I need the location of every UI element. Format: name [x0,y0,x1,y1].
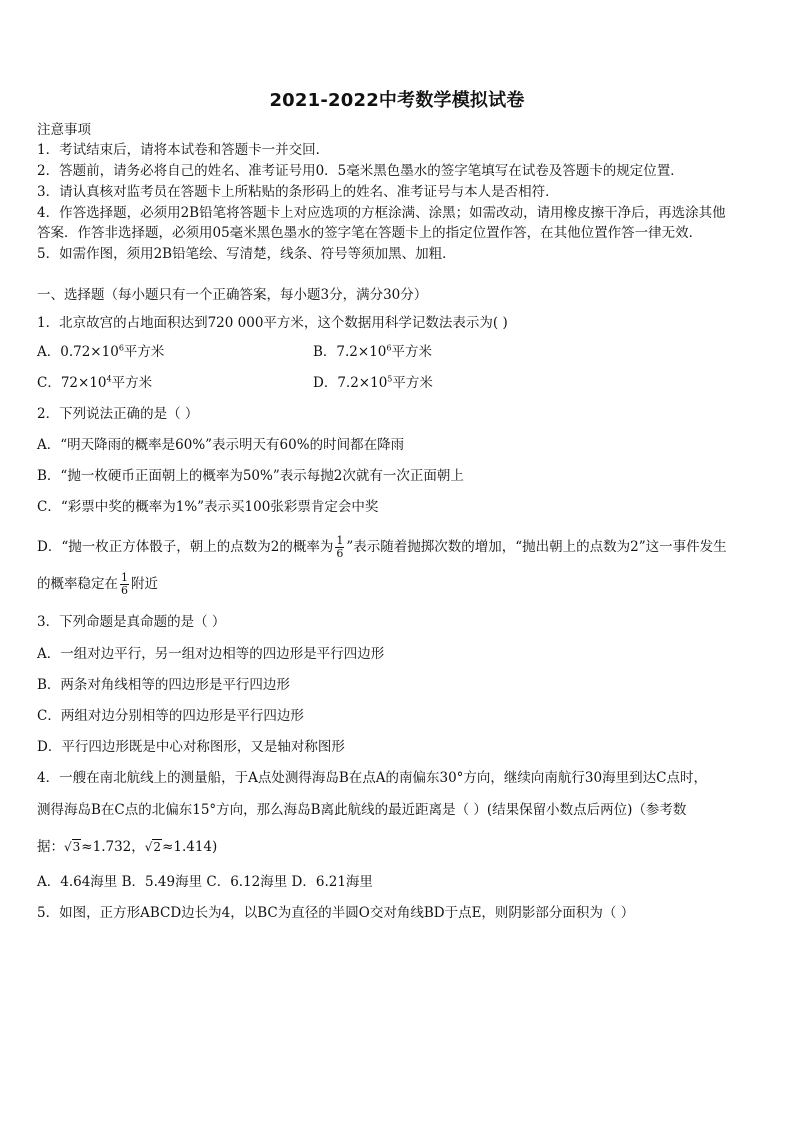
notice-heading: 注意事项 [37,122,91,138]
question-1-options-row-2 [37,374,760,392]
question-1-option-b: B．$7.2\times 10^6$平方米 [313,343,432,360]
question-3-stem: 3．下列命题是真命题的是（ ） [37,614,226,630]
question-4-options: A．4.64海里 B．5.49海里 C．6.12海里 D．6.21海里 [37,874,373,890]
question-3-option-d: D．平行四边形既是中心对称图形，又是轴对称图形 [37,739,345,755]
section-heading: 一、选择题（每小题只有一个正确答案，每小题3分，满分30分） [37,287,428,303]
question-2-option-d: D．“抛一枚正方体骰子，朝上的点数为2的概率为 $\frac{1}{6}$ ”表示随着抛掷次数的增加，“抛出朝上的点数为2”这一事件发生 [37,534,727,560]
question-3-option-b: B．两条对角线相等的四边形是平行四边形 [37,677,290,693]
question-4-line-2: 测得海岛B在C点的北偏东15°方向，那么海岛B离此航线的最近距离是（ ）(结果保留小数点后两位)（参考数 [37,802,687,818]
question-3-option-c: C．两组对边分别相等的四边形是平行四边形 [37,708,304,724]
question-2-option-c: C．“彩票中奖的概率为1%”表示买100张彩票肯定会中奖 [37,499,379,515]
question-2-option-b: B．“抛一枚硬币正面朝上的概率为50%”表示每抛2次就有一次正面朝上 [37,468,464,484]
question-1-option-a: A．$0.72\times 10^6$平方米 [37,343,165,360]
question-1-option-c: C．$72\times 10^4$平方米 [37,374,153,391]
fraction-one-sixth: $\frac{1}{6}$ [336,534,344,560]
sqrt-symbol: √2 [144,840,162,854]
question-4-line-3: 据：√3≈1.732，√2≈1.414) [37,839,218,855]
question-2-stem: 2．下列说法正确的是（ ） [37,406,199,422]
question-4-line-1: 4．一艘在南北航线上的测量船，于A点处测得海岛B在点A的南偏东30°方向，继续向南航行30海里到达C点时， [37,770,707,786]
question-1-stem: 1．北京故宫的占地面积达到720 000平方米，这个数据用科学记数法表示为( ) [37,315,508,331]
question-2-option-d-cont: 的概率稳定在 $\frac{1}{6}$ 附近 [37,571,158,597]
notice-item-3: 3．请认真核对监考员在答题卡上所粘贴的条形码上的姓名、准考证号与本人是否相符． [37,184,559,200]
fraction-one-sixth: $\frac{1}{6}$ [121,571,128,597]
question-5-stem: 5．如图，正方形ABCD边长为4，以BC为直径的半圆O交对角线BD于点E，则阴影部分面积为（ ） [37,905,635,921]
question-1-option-d: D．$7.2\times 10^5$平方米 [313,374,433,391]
exam-title: 2021-2022中考数学模拟试卷 [269,90,525,111]
sqrt-symbol: √3 [64,840,81,854]
question-1-options-row-1 [37,343,760,361]
notice-item-2: 2．答题前，请务必将自己的姓名、准考证号用0．5毫米黑色墨水的签字笔填写在试卷及答题卡的规定位置． [37,163,684,179]
question-3-option-a: A．一组对边平行，另一组对边相等的四边形是平行四边形 [37,646,385,662]
notice-item-4-cont: 答案．作答非选择题，必须用05毫米黑色墨水的签字笔在答题卡上的指定位置作答，在其他位置作答一律无效． [37,225,703,241]
notice-item-4: 4．作答选择题，必须用2B铅笔将答题卡上对应选项的方框涂满、涂黑；如需改动，请用橡皮擦干净后，再选涂其他 [37,205,726,221]
notice-item-1: 1．考试结束后，请将本试卷和答题卡一并交回． [37,142,330,158]
question-2-option-a: A．“明天降雨的概率是60%”表示明天有60%的时间都在降雨 [37,437,405,453]
notice-item-5: 5．如需作图，须用2B铅笔绘、写清楚，线条、符号等须加黑、加粗． [37,246,456,262]
